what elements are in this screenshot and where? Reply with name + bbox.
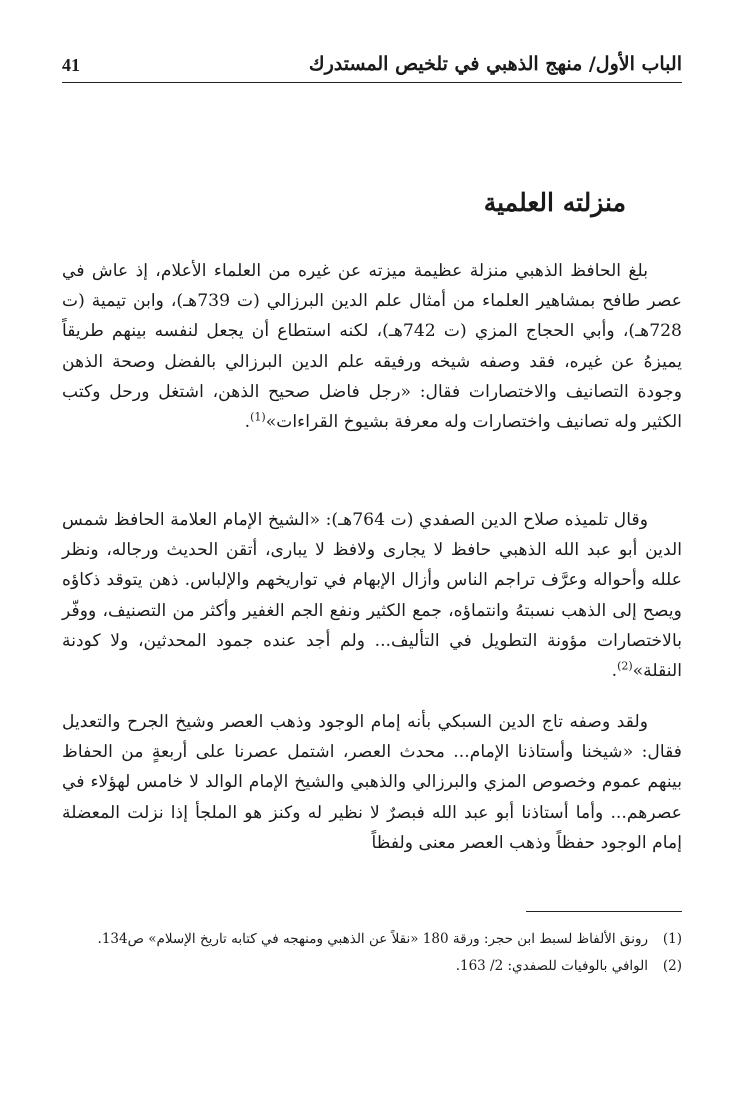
footnotes	[62, 928, 682, 982]
section-title: منزلته العلمية	[483, 188, 626, 217]
footnote-separator	[526, 911, 682, 912]
footnote-2-text: الوافي بالوفيات للصفدي: 2/ 163.	[455, 958, 648, 974]
footnote-2	[62, 955, 682, 978]
paragraph-2-text: وقال تلميذه صلاح الدين الصفدي (ت 764هـ): «الشيخ الإمام العلامة الحافظ شمس الدين أبو عبد الله الذهبي حافظ لا يجارى ولافظ لا يبارى، أتقن الحديث ورجاله، ونظر علله وأحواله وعرَّف تراجم الناس وأزال الإبهام في تواريخهم والإلباس. ذهن يتوقد ذكاؤه ويصح إلى الذهب نسبتهُ وانتماؤه، جمع الكثير ونفع الجم الغفير وأكثر من التصنيف، ووفّر بالاختصارات مؤونة التطويل في التأليف... ولم أجد عنده جمود المحدثين، ولا كودنة النقلة»	[62, 510, 682, 682]
running-title: الباب الأول/ منهج الذهبي في تلخيص المستدرك	[308, 53, 682, 75]
footnote-2-number: (2)	[662, 958, 682, 974]
footnote-ref-2: (2)	[617, 659, 633, 673]
footnote-1-text: رونق الألفاظ لسبط ابن حجر: ورقة 180 «نقلاً عن الذهبي ومنهجه في كتابه تاريخ الإسلام» ص134.	[97, 931, 648, 947]
footnote-1	[62, 928, 682, 951]
paragraph-2	[62, 505, 682, 686]
paragraph-1	[62, 256, 682, 437]
paragraph-3-text: ولقد وصفه تاج الدين السبكي بأنه إمام الوجود وذهب العصر وشيخ الجرح والتعديل فقال: «شيخنا وأستاذنا الإمام... محدث العصر، اشتمل عصرنا على أربعةٍ من الحفاظ بينهم عموم وخصوص المزي والبرزالي والذهبي والشيخ الإمام الوالد لا خامس لهؤلاء في عصرهم... وأما أستاذنا أبو عبد الله فبصرٌ لا نظير له وكنز هو الملجأ إذا نزلت المعضلة إمام الوجود حفظاً وذهب العصر معنى ولفظاً	[62, 712, 682, 853]
page-header	[62, 50, 682, 83]
paragraph-3	[62, 707, 682, 858]
paragraph-2-tail: .	[611, 661, 618, 682]
paragraph-1-text: بلغ الحافظ الذهبي منزلة عظيمة ميزته عن غيره من العلماء الأعلام، إذ عاش في عصر طافح بمشاهير العلماء من أمثال علم الدين البرزالي (ت 739هـ)، وابن تيمية (ت 728هـ)، وأبي الحجاج المزي (ت 742هـ)، لكنه استطاع أن يجعل لنفسه بينهم طريقاً يميزهُ عن غيره، فقد وصفه شيخه ورفيقه علم الدين البرزالي بالفضل وصحة الذهن وجودة التصانيف والاختصارات فقال: «رجل فاضل صحيح الذهن، اشتغل ورحل وكتب الكثير وله تصانيف واختصارات وله معرفة بشيوخ القراءات»	[62, 261, 682, 433]
page-number: 41	[62, 55, 80, 75]
paragraph-1-tail: .	[244, 412, 251, 433]
footnote-1-number: (1)	[662, 931, 682, 947]
footnote-ref-1: (1)	[250, 410, 266, 424]
